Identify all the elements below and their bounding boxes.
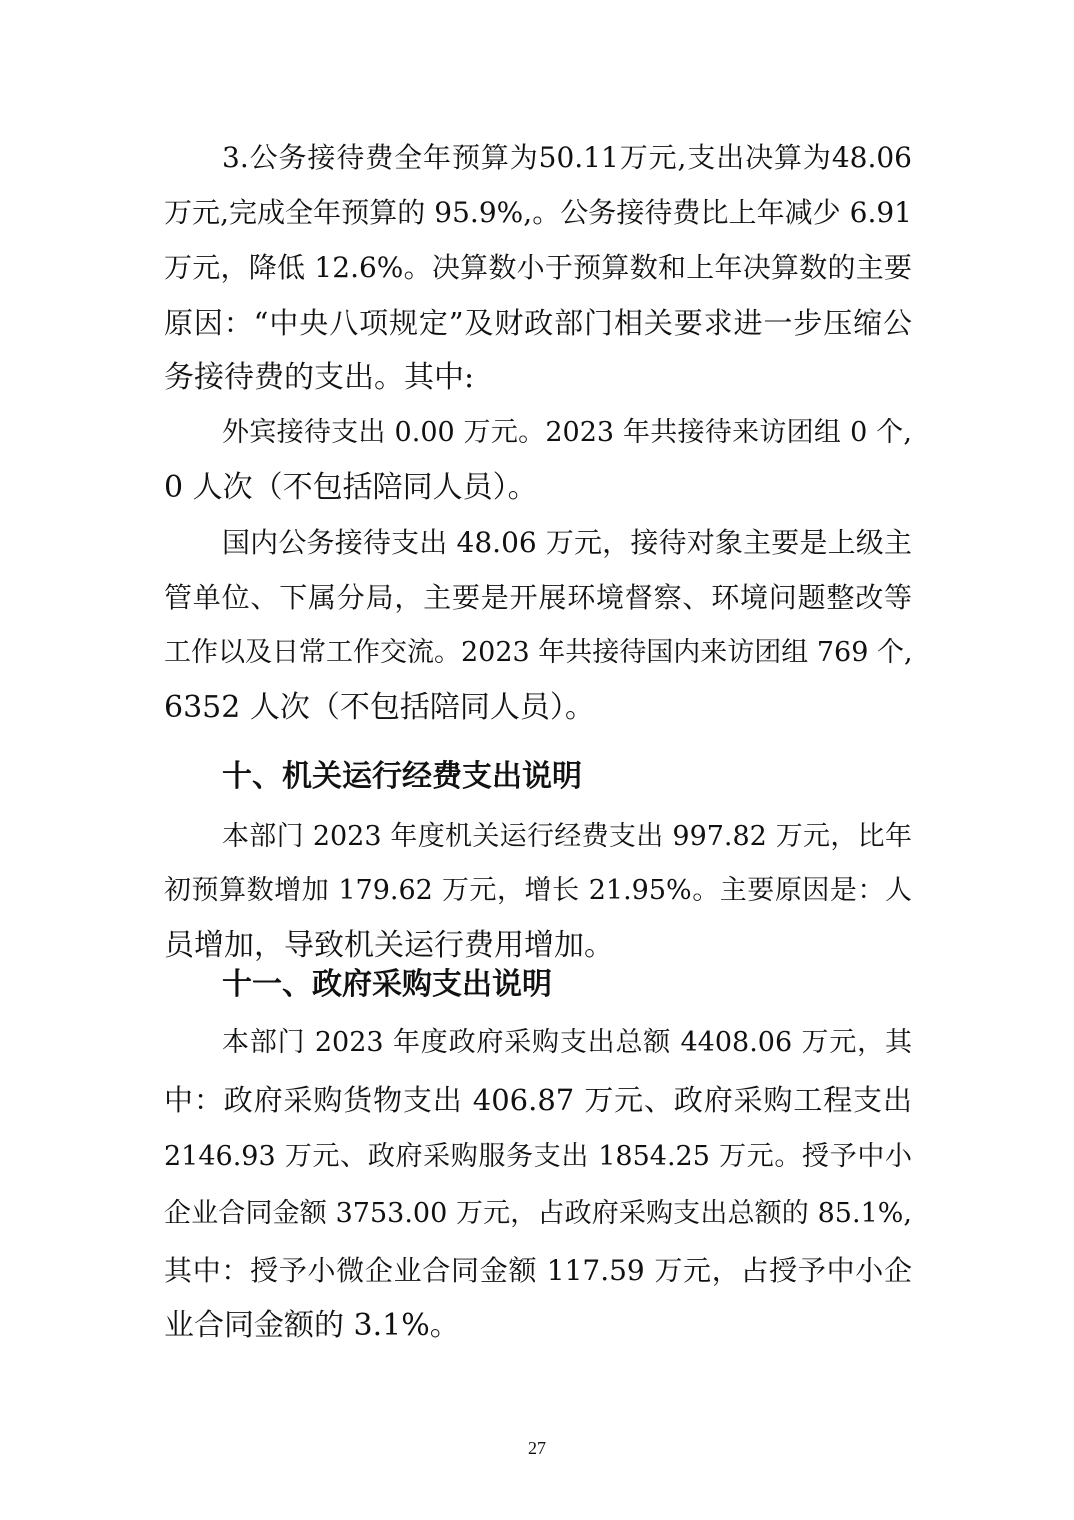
paragraph-line: 管单位、下属分局，主要是开展环境督察、环境问题整改等 <box>164 581 912 614</box>
section-heading: 十、机关运行经费支出说明 <box>222 759 582 794</box>
paragraph-line: 0 人次（不包括陪同人员）。 <box>164 470 538 505</box>
paragraph-line: 国内公务接待支出 48.06 万元，接待对象主要是上级主 <box>222 526 912 559</box>
paragraph-line: 业合同金额的 3.1%。 <box>164 1308 460 1343</box>
paragraph-line: 务接待费的支出。其中: <box>164 360 475 395</box>
paragraph-line: 本部门 2023 年度机关运行经费支出 997.82 万元，比年 <box>222 821 912 852</box>
paragraph-line: 工作以及日常工作交流。2023 年共接待国内来访团组 769 个, <box>164 637 913 668</box>
paragraph-line: 初预算数增加 179.62 万元，增长 21.95%。主要原因是：人 <box>164 875 912 906</box>
paragraph-line: 企业合同金额 3753.00 万元，占政府采购支出总额的 85.1%, <box>164 1198 912 1229</box>
paragraph-line: 万元,完成全年预算的 95.9%,。公务接待费比上年减少 6.91 <box>164 196 912 229</box>
page-number: 27 <box>528 1438 546 1458</box>
paragraph-line: 外宾接待支出 0.00 万元。2023 年共接待来访团组 0 个, <box>222 417 912 448</box>
section-heading: 十一、政府采购支出说明 <box>222 967 552 1002</box>
paragraph-line: 中：政府采购货物支出 406.87 万元、政府采购工程支出 <box>164 1083 912 1117</box>
paragraph-line: 其中：授予小微企业合同金额 117.59 万元，占授予中小企 <box>164 1254 912 1287</box>
paragraph-line: 2146.93 万元、政府采购服务支出 1854.25 万元。授予中小 <box>164 1141 912 1172</box>
paragraph-line: 员增加，导致机关运行费用增加。 <box>164 928 614 963</box>
paragraph-line: 6352 人次（不包括陪同人员）。 <box>164 690 595 725</box>
paragraph-line: 本部门 2023 年度政府采购支出总额 4408.06 万元，其 <box>222 1027 912 1058</box>
paragraph-line: 万元，降低 12.6%。决算数小于预算数和上年决算数的主要 <box>164 251 912 284</box>
paragraph-line: 原因：“中央八项规定”及财政部门相关要求进一步压缩公 <box>164 306 912 340</box>
paragraph-line: 3.公务接待费全年预算为50.11万元,支出决算为48.06 <box>222 141 912 174</box>
